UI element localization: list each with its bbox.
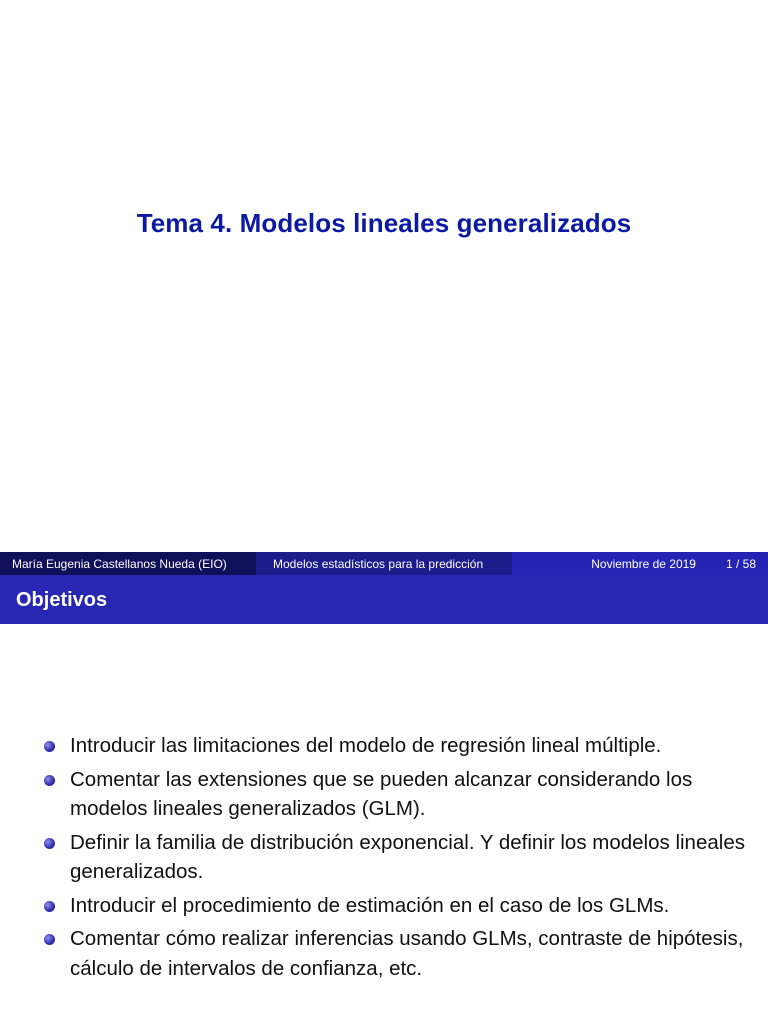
footer-course-title: Modelos estadísticos para la predicción xyxy=(256,552,512,575)
footer-page-number: 1 / 58 xyxy=(725,556,756,571)
list-item xyxy=(44,924,754,983)
objectives-slide xyxy=(0,575,768,1024)
bullet-icon xyxy=(44,901,55,912)
footer-author: María Eugenia Castellanos Nueda (EIO) xyxy=(0,552,256,575)
frame-title: Objetivos xyxy=(16,589,108,611)
slide-footer xyxy=(0,552,768,575)
list-item xyxy=(44,828,754,887)
bullet-text: Comentar cómo realizar inferencias usando GLMs, contraste de hipótesis, cálculo de intervalos de confianza, etc. xyxy=(70,927,744,980)
bullet-icon xyxy=(44,775,55,786)
bullet-text: Introducir las limitaciones del modelo de regresión lineal múltiple. xyxy=(70,734,662,757)
footer-date-page xyxy=(512,552,768,575)
bullet-text: Comentar las extensiones que se pueden alcanzar considerando los modelos lineales generalizados (GLM). xyxy=(70,767,693,820)
bullet-icon xyxy=(44,934,55,945)
footer-date: Noviembre de 2019 xyxy=(591,556,696,571)
bullet-icon xyxy=(44,838,55,849)
bullet-text: Definir la familia de distribución exponencial. Y definir los modelos lineales generalizados. xyxy=(70,830,745,883)
bullet-text: Introducir el procedimiento de estimación en el caso de los GLMs. xyxy=(70,893,670,917)
list-item xyxy=(44,731,754,761)
bullet-icon xyxy=(44,741,55,752)
objectives-list xyxy=(44,731,754,987)
list-item xyxy=(44,765,754,824)
frame-header xyxy=(0,575,768,624)
slide-title: Tema 4. Modelos lineales generalizados xyxy=(136,208,632,238)
list-item xyxy=(44,891,754,921)
